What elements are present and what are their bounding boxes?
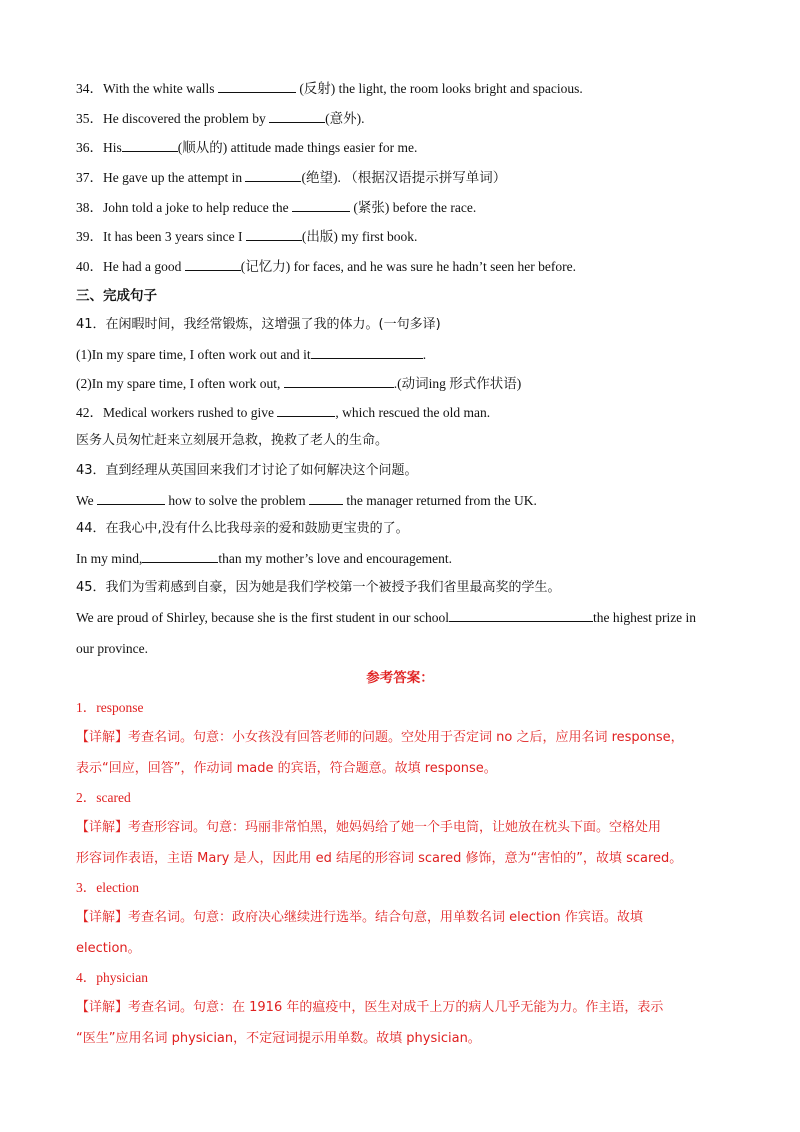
- question-39: [76, 226, 417, 247]
- question-text: .(动词ing 形式作状语): [393, 376, 522, 391]
- answer-blank: [218, 78, 296, 93]
- question-number: 40．: [76, 259, 103, 274]
- question-text: (顺从的) attitude made things easier for me.: [177, 140, 418, 155]
- question-number: 36．: [76, 140, 103, 155]
- question-text: (绝望). （根据汉语提示拼写单词）: [301, 170, 507, 185]
- answer-blank: [269, 108, 325, 123]
- question-number: 38．: [76, 200, 103, 215]
- question-text: John told a joke to help reduce the: [103, 200, 292, 215]
- answer-3-detail-continued: election。: [76, 941, 141, 956]
- answer-blank: [284, 373, 394, 388]
- question-text: (反射) the light, the room looks bright and spacious.: [295, 81, 583, 96]
- answer-blank: [311, 344, 423, 359]
- question-40: [76, 256, 576, 277]
- question-text: We are proud of Shirley, because she is the first student in our school: [76, 610, 449, 625]
- answer-blank: [246, 226, 302, 241]
- question-text: (意外).: [325, 111, 365, 126]
- answer-1-detail: 【详解】考查名词。句意：小女孩没有回答老师的问题。空处用于否定词 no 之后，应用名词 response，: [76, 730, 684, 745]
- question-text: (1)In my spare time, I often work out and it: [76, 347, 311, 362]
- question-number: 37．: [76, 170, 103, 185]
- question-text: He discovered the problem by: [103, 111, 270, 126]
- question-text: , which rescued the old man.: [335, 405, 491, 420]
- answer-1-detail-continued: 表示“回应，回答”，作动词 made 的宾语，符合题意。故填 response。: [76, 761, 497, 776]
- question-43-prompt: 43．直到经理从英国回来我们才讨论了如何解决这个问题。: [76, 463, 418, 478]
- question-45-prompt: 45．我们为雪莉感到自豪，因为她是我们学校第一个被授予我们省里最高奖的学生。: [76, 580, 561, 595]
- question-text: how to solve the problem: [165, 493, 310, 508]
- question-text: (出版) my first book.: [301, 229, 418, 244]
- answer-3-number: 3．election: [76, 880, 139, 895]
- answer-blank: [277, 402, 335, 417]
- question-text: It has been 3 years since I: [103, 229, 246, 244]
- answer-2-detail: 【详解】考查形容词。句意：玛丽非常怕黑，她妈妈给了她一个手电筒，让她放在枕头下面。空格处用: [76, 820, 662, 835]
- answer-4-number: 4．physician: [76, 970, 148, 985]
- question-text: He gave up the attempt in: [103, 170, 246, 185]
- section-heading: 三、完成句子: [76, 288, 157, 304]
- answer-blank: [122, 137, 178, 152]
- answers-title: 参考答案：: [366, 670, 434, 686]
- answer-1-number: 1．response: [76, 700, 144, 715]
- question-44: [76, 548, 452, 569]
- question-text: We: [76, 493, 98, 508]
- question-text: (记忆力) for faces, and he was sure he hadn’t seen her before.: [240, 259, 576, 274]
- question-text: (紧张) before the race.: [349, 200, 477, 215]
- answer-2-detail-continued: 形容词作表语，主语 Mary 是人，因此用 ed 结尾的形容词 scared 修饰，意为“害怕的”，故填 scared。: [76, 851, 683, 866]
- question-text: He had a good: [103, 259, 185, 274]
- question-text: With the white walls: [103, 81, 218, 96]
- question-44-prompt: 44．在我心中,没有什么比我母亲的爱和鼓励更宝贵的了。: [76, 521, 409, 536]
- question-45: [76, 607, 696, 628]
- question-text: 42．Medical workers rushed to give: [76, 405, 278, 420]
- question-text: the manager returned from the UK.: [343, 493, 537, 508]
- answer-4-detail: 【详解】考查名词。句意：在 1916 年的瘟疫中，医生对成千上万的病人几乎无能为力。作主语，表示: [76, 1000, 664, 1015]
- answer-blank: [449, 607, 593, 622]
- question-number: 35．: [76, 111, 103, 126]
- answer-2-number: 2．scared: [76, 790, 131, 805]
- question-text: .: [422, 347, 427, 362]
- question-number: 34．: [76, 81, 103, 96]
- question-41-option-1: [76, 344, 426, 365]
- question-35: [76, 108, 364, 129]
- answer-4-detail-continued: “医生”应用名词 physician，不定冠词提示用单数。故填 physician。: [76, 1031, 481, 1046]
- question-text: (2)In my spare time, I often work out,: [76, 376, 284, 391]
- answer-blank: [292, 197, 350, 212]
- question-37: [76, 167, 506, 188]
- answer-blank: [185, 256, 241, 271]
- question-45-continuation: our province.: [76, 641, 148, 656]
- answer-3-detail: 【详解】考查名词。句意：政府决心继续进行选举。结合句意，用单数名词 election 作宾语。故填: [76, 910, 643, 925]
- question-42: [76, 402, 490, 423]
- question-number: 39．: [76, 229, 103, 244]
- question-text: In my mind,: [76, 551, 143, 566]
- question-41-prompt: 41．在闲暇时间，我经常锻炼，这增强了我的体力。(一句多译): [76, 317, 441, 332]
- question-38: [76, 197, 476, 218]
- question-text: the highest prize in: [592, 610, 697, 625]
- answer-blank: [245, 167, 301, 182]
- question-34: [76, 78, 583, 99]
- answer-blank: [97, 490, 165, 505]
- question-text: than my mother’s love and encouragement.: [218, 551, 453, 566]
- question-text: His: [103, 140, 122, 155]
- question-42-translation: 医务人员匆忙赶来立刻展开急救，挽救了老人的生命。: [76, 433, 389, 448]
- answer-blank: [142, 548, 218, 563]
- question-41-option-2: [76, 373, 521, 394]
- question-36: [76, 137, 417, 158]
- question-43: [76, 490, 537, 511]
- answer-blank: [309, 490, 343, 505]
